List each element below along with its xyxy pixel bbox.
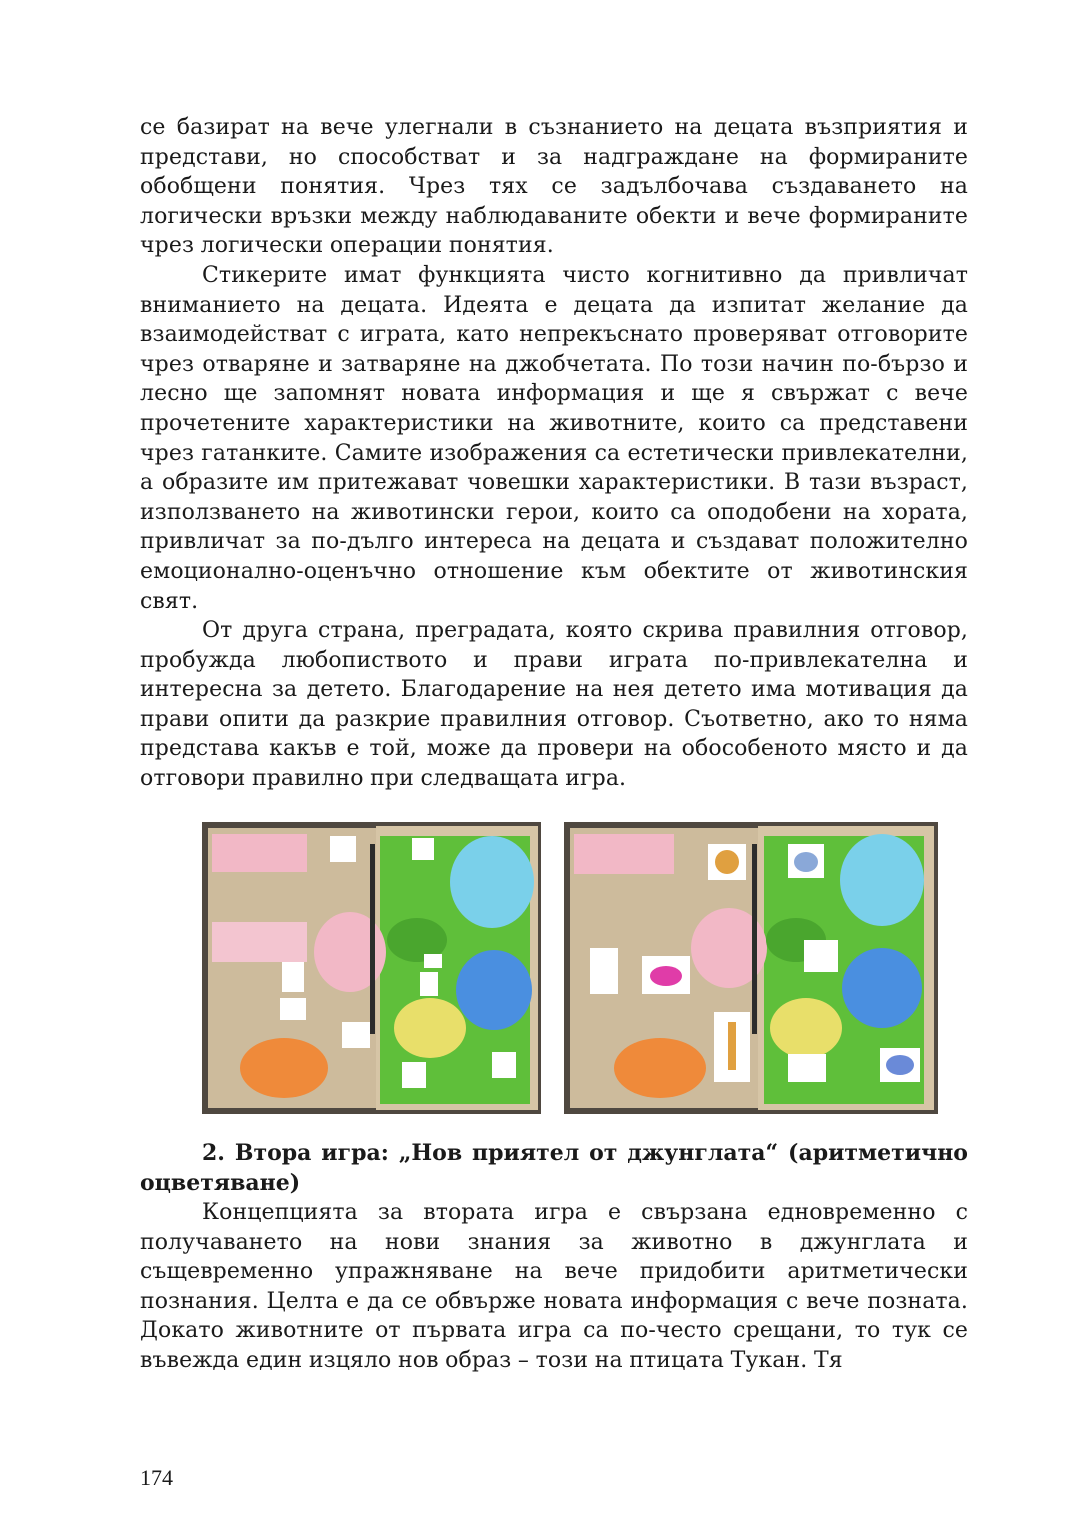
photo-game-board-open [564, 822, 938, 1114]
paragraph-4: Концепцията за втората игра е свързана едновременно с получаването на нови знания за животно в джунглата и същевременно упражняване на вече придобити аритметически познания. Целта е да се обвърже новата информация с вече позната. Докато животните от първата игра са по-често срещани, то тук се въвежда един изцяло нов образ – този на птицата Тукан. Тя [140, 1200, 968, 1373]
section-title: Втора игра: „Нов приятел от джунглата“ (аритметично оцветяване) [140, 1140, 968, 1196]
photo-game-board-closed [202, 822, 541, 1114]
paragraph-2: Стикерите имат функцията чисто когнитивно да привличат вниманието на децата. Идеята е децата да изпитат желание да взаимодействат с играта, като непрекъснато проверяват отговорите чрез отваряне и затваряне на джобчетата. По този начин по-бързо и лесно ще запомнят новата информация и ще я свържат с вече прочетените характеристики на животните, които са представени чрез гатанките. Самите изображения са естетически привлекателни, а образите им притежават човешки характеристики. В тази възраст, използването на животински герои, които са оподобени на хората, привличат за по-дълго интереса на децата и създават положително емоционално-оценъчно отношение към обектите от животинския свят. [140, 262, 968, 614]
section-number: 2. [202, 1140, 225, 1166]
page-number: 174 [140, 1465, 173, 1490]
paragraph-3: От друга страна, преградата, която скрива правилния отговор, пробужда любопиството и прави играта по-привлекателна и интересна за детето. Благодарение на нея детето има мотивация да прави опити да разкрие правилния отговор. Съответно, ако то няма представа какъв е той, може да провери на обособеното място и да отговори правилно при следващата игра. [140, 618, 968, 792]
body-text-lower [140, 1198, 968, 1376]
section-heading [140, 1139, 968, 1198]
body-text-upper [140, 113, 968, 794]
paragraph-1: се базират на вече улегнали в съзнанието на децата възприятия и представи, но способстват и за надграждане на формираните обобщени понятия. Чрез тях се задълбочава създаването на логически връзки между наблюдаваните обекти и вече формираните чрез логически операции понятия. [140, 115, 968, 259]
